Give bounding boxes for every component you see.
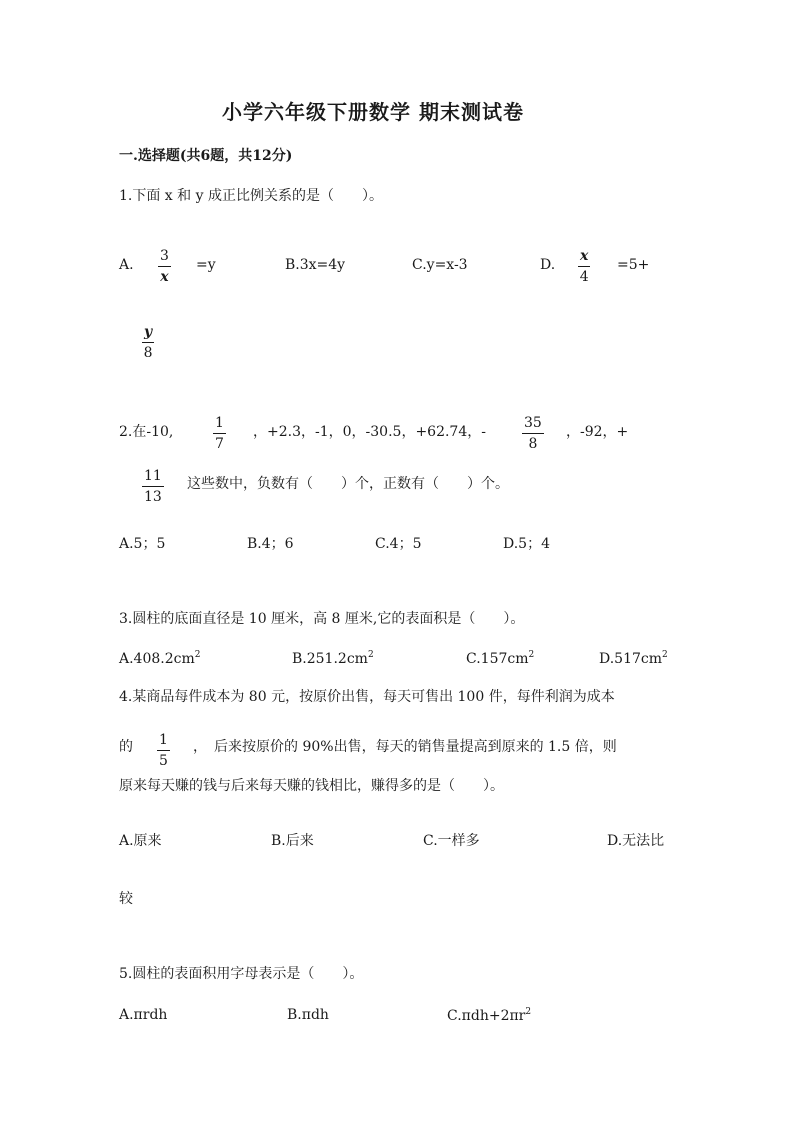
q1-option-d-fraction-2 bbox=[142, 325, 154, 360]
question-4-line-3: 原来每天赚的钱与后来每天赚的钱相比，赚得多的是（ ）。 bbox=[119, 778, 504, 794]
fraction-numerator: 11 bbox=[142, 469, 164, 487]
q1-option-a-suffix: =y bbox=[196, 257, 216, 273]
fraction-denominator: 4 bbox=[579, 269, 589, 285]
q3-option-d bbox=[599, 651, 668, 666]
fraction-numerator: y bbox=[142, 325, 154, 343]
question-4-line-1: 4.某商品每件成本为 80 元，按原价出售，每天可售出 100 件，每件利润为成本 bbox=[119, 689, 615, 705]
fraction-denominator: 8 bbox=[528, 436, 538, 452]
q4-fraction bbox=[157, 733, 170, 768]
fraction-denominator: 7 bbox=[215, 436, 224, 452]
question-2-part-3: ，-92，+ bbox=[566, 424, 629, 440]
superscript: 2 bbox=[194, 650, 201, 660]
q2-fraction-3 bbox=[142, 469, 164, 504]
question-1-stem: 1.下面 x 和 y 成正比例关系的是（ ）。 bbox=[119, 188, 383, 204]
q1-option-a-prefix: A. bbox=[119, 257, 134, 273]
q4-option-d-wrap: 较 bbox=[119, 891, 133, 907]
question-4-line-2-suffix: ， 后来按原价的 90%出售，每天的销售量提高到原来的 1.5 倍，则 bbox=[193, 739, 617, 755]
section-header: 一.选择题(共6题，共12分) bbox=[119, 148, 293, 164]
question-2-part-2: ，+2.3，-1，0，-30.5，+62.74，- bbox=[253, 424, 486, 440]
q4-option-c: C.一样多 bbox=[423, 833, 480, 849]
fraction-denominator: 8 bbox=[143, 345, 153, 361]
q4-option-a: A.原来 bbox=[119, 833, 162, 849]
q2-fraction-2 bbox=[522, 416, 544, 451]
question-5-stem: 5.圆柱的表面积用字母表示是（ ）。 bbox=[119, 966, 364, 982]
q5-option-c bbox=[447, 1008, 531, 1023]
q5-option-b: B.πdh bbox=[287, 1007, 329, 1023]
fraction-denominator: 13 bbox=[144, 489, 162, 505]
option-text: B.251.2cm bbox=[292, 651, 368, 667]
question-2-part-1: 2.在-10, bbox=[119, 424, 174, 440]
superscript: 2 bbox=[662, 650, 668, 660]
q4-option-d: D.无法比 bbox=[607, 833, 665, 849]
q1-option-d-prefix: D. bbox=[540, 257, 556, 273]
q3-option-b bbox=[292, 651, 374, 666]
option-text: C.157cm bbox=[466, 651, 529, 667]
fraction-numerator: 35 bbox=[522, 416, 544, 434]
q2-option-a: A.5；5 bbox=[119, 536, 166, 552]
q2-option-b: B.4；6 bbox=[247, 536, 294, 552]
superscript: 2 bbox=[528, 650, 535, 660]
page-title: 小学六年级下册数学 期末测试卷 bbox=[222, 100, 524, 124]
superscript: 2 bbox=[525, 1007, 532, 1017]
q1-option-d-mid: =5+ bbox=[617, 257, 650, 273]
option-text: D.517cm bbox=[599, 651, 663, 667]
q2-fraction-1 bbox=[213, 416, 226, 451]
fraction-numerator: x bbox=[578, 249, 590, 267]
q1-option-a-fraction bbox=[158, 249, 171, 284]
fraction-denominator: x bbox=[160, 269, 169, 285]
fraction-numerator: 3 bbox=[158, 249, 171, 267]
q1-option-c: C.y=x-3 bbox=[412, 257, 468, 273]
q1-option-b: B.3x=4y bbox=[285, 257, 346, 273]
q4-option-b: B.后来 bbox=[271, 833, 314, 849]
fraction-denominator: 5 bbox=[159, 753, 168, 769]
fraction-numerator: 1 bbox=[157, 733, 170, 751]
fraction-numerator: 1 bbox=[213, 416, 226, 434]
q1-option-d-fraction-1 bbox=[578, 249, 590, 284]
question-3-stem: 3.圆柱的底面直径是 10 厘米，高 8 厘米,它的表面积是（ ）。 bbox=[119, 611, 525, 627]
superscript: 2 bbox=[367, 650, 374, 660]
question-4-line-2-prefix: 的 bbox=[119, 739, 133, 755]
q2-option-c: C.4；5 bbox=[375, 536, 422, 552]
q3-option-c bbox=[466, 651, 534, 666]
option-text: C.πdh+2πr bbox=[447, 1008, 526, 1024]
q2-option-d: D.5；4 bbox=[503, 536, 550, 552]
option-text: A.408.2cm bbox=[119, 651, 195, 667]
question-2-part-4: 这些数中，负数有（ ）个，正数有（ ）个。 bbox=[187, 476, 509, 492]
q3-option-a bbox=[119, 651, 201, 666]
q5-option-a: A.πrdh bbox=[119, 1007, 168, 1023]
